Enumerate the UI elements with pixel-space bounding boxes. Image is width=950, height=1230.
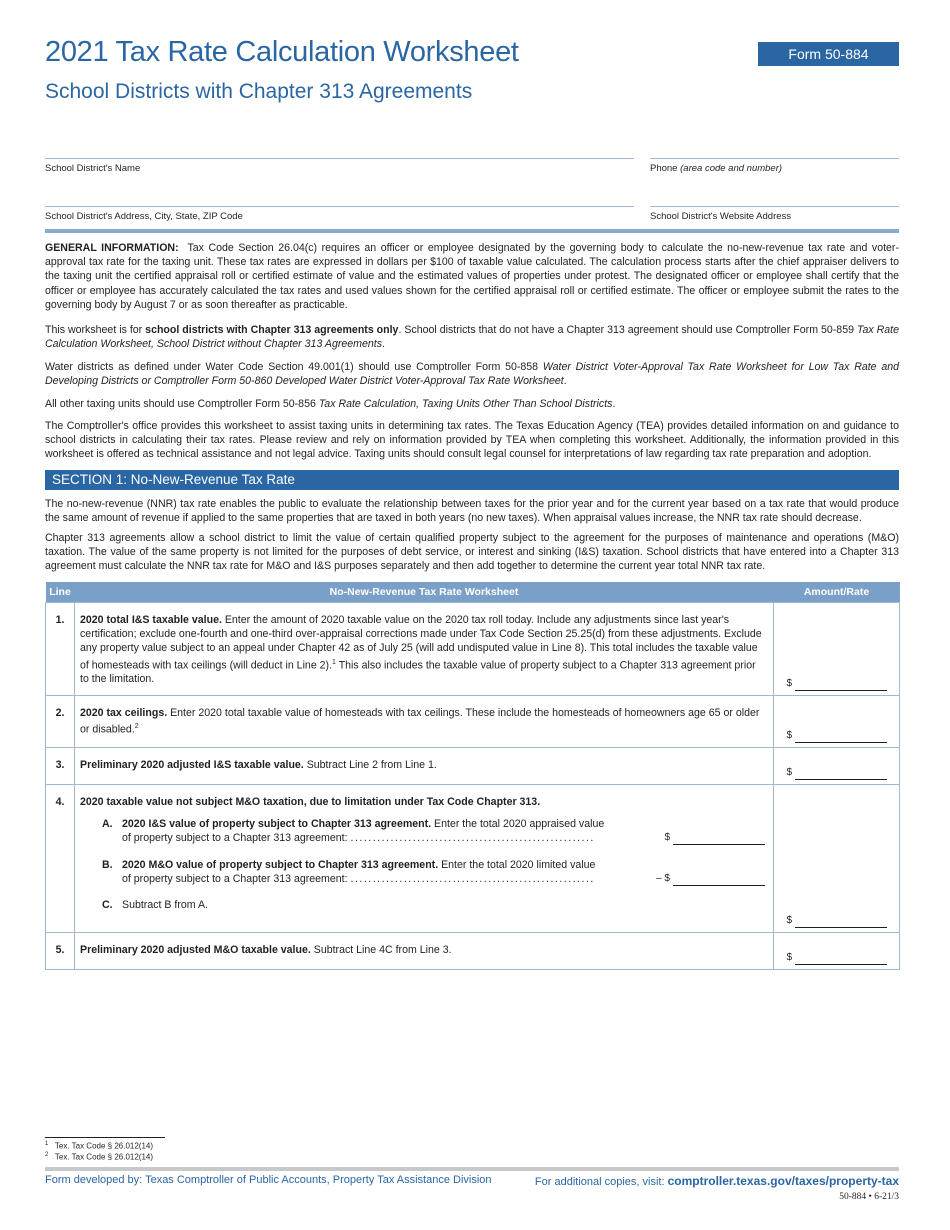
intro-paragraph-4: All other taxing units should use Comptroller Form 50-856 Tax Rate Calculation, Taxing Units Other Than School Districts.	[45, 398, 616, 410]
line-number: 2.	[46, 696, 75, 748]
table-row-3	[46, 748, 900, 785]
line-4b-amount[interactable]: – $	[656, 872, 765, 886]
line-4a-amount[interactable]: $	[664, 831, 765, 845]
footnote-divider	[45, 1137, 165, 1138]
section-1-header: SECTION 1: No-New-Revenue Tax Rate	[45, 470, 899, 490]
district-name-field[interactable]	[45, 158, 634, 159]
phone-field[interactable]	[650, 158, 899, 159]
col-amount-header: Amount/Rate	[774, 582, 900, 603]
line-description: 2020 taxable value not subject M&O taxation, due to limitation under Tax Code Chapter 313. A. 2020 I&S value of property subject to Chapter 313 agreement. Enter the total 2020 appraised value of property subject to a Chapter 313 agreement: ....................................................... $ B. 2020 M&O value of property subject to Chapter 313 agreement. Enter the total 2020 limited value of property subject to a Chapter 313 agreement: ....................................................... – $ C. Subtract B from A.	[75, 785, 774, 933]
district-name-label: School District's Name	[45, 163, 141, 174]
intro-paragraph-5: The Comptroller's office provides this worksheet to assist taxing units in determining tax rates. The Texas Education Agency (TEA) provides detailed information on and guidance to school districts in calculating their tax rates. Please review and rely on information provided by TEA when completing this worksheet. Additionally, the information provided in this worksheet is offered as technical assistance and not legal advice. Taxing units should consult legal counsel for interpretations of law regarding tax rate preparation and adoption.	[45, 420, 899, 461]
line-number: 3.	[46, 748, 75, 785]
line-4c-amount[interactable]: $	[774, 785, 900, 933]
table-row-5	[46, 933, 900, 970]
line-3-amount[interactable]: $	[774, 748, 900, 785]
website-field[interactable]	[650, 206, 899, 207]
address-field[interactable]	[45, 206, 634, 207]
footer-copies: For additional copies, visit: comptroller.texas.gov/taxes/property-tax	[534, 1174, 899, 1188]
line-number: 5.	[46, 933, 75, 970]
page-title: 2021 Tax Rate Calculation Worksheet	[45, 36, 519, 68]
footer-divider	[45, 1167, 899, 1171]
website-label: School District's Website Address	[650, 211, 792, 222]
line-description: 2020 total I&S taxable value. Enter the amount of 2020 taxable value on the 2020 tax roll today. Include any adjustments since last year's certification; exclude one-fourth and one-third over-appraisal corrections made under Tax Code Section 25.25(d) from these adjustments. Exclude any property value subject to an appeal under Chapter 42 as of July 25 (will add undisputed value in Line 8). This total includes the taxable value of homesteads with tax ceilings (will deduct in Line 2).$^1$ This also includes the taxable value of property subject to a Chapter 313 agreement prior to the limitation.	[75, 603, 774, 696]
line-number: 1.	[46, 603, 75, 696]
line-1-amount[interactable]: $	[774, 603, 900, 696]
page-subtitle: School Districts with Chapter 313 Agreements	[45, 80, 473, 103]
form-number-badge: Form 50-884	[758, 42, 899, 66]
col-desc-header: No-New-Revenue Tax Rate Worksheet	[75, 582, 774, 603]
line-4a: A. 2020 I&S value of property subject to Chapter 313 agreement. Enter the total 2020 appraised value of property subject to a Chapter 313 agreement: ....................................................... $	[80, 817, 765, 845]
line-number: 4.	[46, 785, 75, 933]
line-2-amount[interactable]: $	[774, 696, 900, 748]
general-information: GENERAL INFORMATION: Tax Code Section 26.04(c) requires an officer or employee designated by the governing body to calculate the no-new-revenue tax rate and voter-approval tax rate for the taxing unit. These tax rates are expressed in dollars per $100 of taxable value calculated. The calculation process starts after the chief appraiser delivers to the taxing unit the certified appraisal roll or certified estimate of value and the estimated values of properties under protest. The designated officer or employee shall certify that the officer or employee has accurately calculated the tax rates and used values shown for the certified appraisal roll or certified estimate. The officer or employee submit the rates to the governing body by August 7 or as soon thereafter as practicable.	[45, 242, 899, 311]
table-row-1	[46, 603, 900, 696]
line-4b: B. 2020 M&O value of property subject to Chapter 313 agreement. Enter the total 2020 limited value of property subject to a Chapter 313 agreement: ....................................................... – $	[80, 858, 765, 886]
footnote-2: $^2$ Tex. Tax Code § 26.012(14)	[45, 1152, 154, 1162]
line-5-amount[interactable]: $	[774, 933, 900, 970]
table-header-row	[46, 582, 900, 603]
intro-paragraph-3: Water districts as defined under Water Code Section 49.001(1) should use Comptroller Form 50-858 Water District Voter-Approval Tax Rate Worksheet for Low Tax Rate and Developing Districts or Comptroller Form 50-860 Developed Water District Voter-Approval Tax Rate Worksheet.	[45, 361, 899, 388]
section-1-paragraph-1: The no-new-revenue (NNR) tax rate enables the public to evaluate the relationship between taxes for the prior year and for the current year based on a tax rate that would produce the same amount of revenue if applied to the same properties that are taxed in both years (no new taxes). When appraisal values increase, the NNR tax rate should decrease.	[45, 498, 899, 525]
footer-credit: Form developed by: Texas Comptroller of Public Accounts, Property Tax Assistance Division	[45, 1174, 492, 1186]
form-code: 50-884 • 6-21/3	[839, 1192, 899, 1202]
nnr-worksheet-table	[45, 582, 900, 970]
table-row-4	[46, 785, 900, 933]
footer-link[interactable]: comptroller.texas.gov/taxes/property-tax	[667, 1174, 899, 1188]
phone-label: Phone (area code and number)	[650, 163, 783, 174]
address-label: School District's Address, City, State, ZIP Code	[45, 211, 243, 222]
line-description: 2020 tax ceilings. Enter 2020 total taxable value of homesteads with tax ceilings. These include the homesteads of homeowners age 65 or older or disabled.$^2$	[75, 696, 774, 748]
intro-paragraph-2: This worksheet is for school districts with Chapter 313 agreements only. School districts that do not have a Chapter 313 agreement should use Comptroller Form 50-859 Tax Rate Calculation Worksheet, School District without Chapter 313 Agreements.	[45, 324, 899, 351]
footnote-1: $^1$ Tex. Tax Code § 26.012(14)	[45, 1141, 154, 1151]
section-1-paragraph-2: Chapter 313 agreements allow a school district to limit the value of certain qualified property subject to the agreement for the purposes of maintenance and operations (M&O) taxation. The value of the same property is not limited for the purposes of debt service, or interest and sinking (I&S) taxation. School districts that have entered into a Chapter 313 agreement must calculate the NNR tax rate for M&O and I&S purposes separately and then add together to determine the current year total NNR tax rate.	[45, 532, 899, 573]
table-row-2	[46, 696, 900, 748]
col-line-header: Line	[46, 582, 75, 603]
header-divider	[45, 229, 899, 233]
line-description: Preliminary 2020 adjusted M&O taxable value. Subtract Line 4C from Line 3.	[75, 933, 774, 970]
line-4c: C. Subtract B from A.	[102, 899, 208, 912]
line-description: Preliminary 2020 adjusted I&S taxable value. Subtract Line 2 from Line 1.	[75, 748, 774, 785]
